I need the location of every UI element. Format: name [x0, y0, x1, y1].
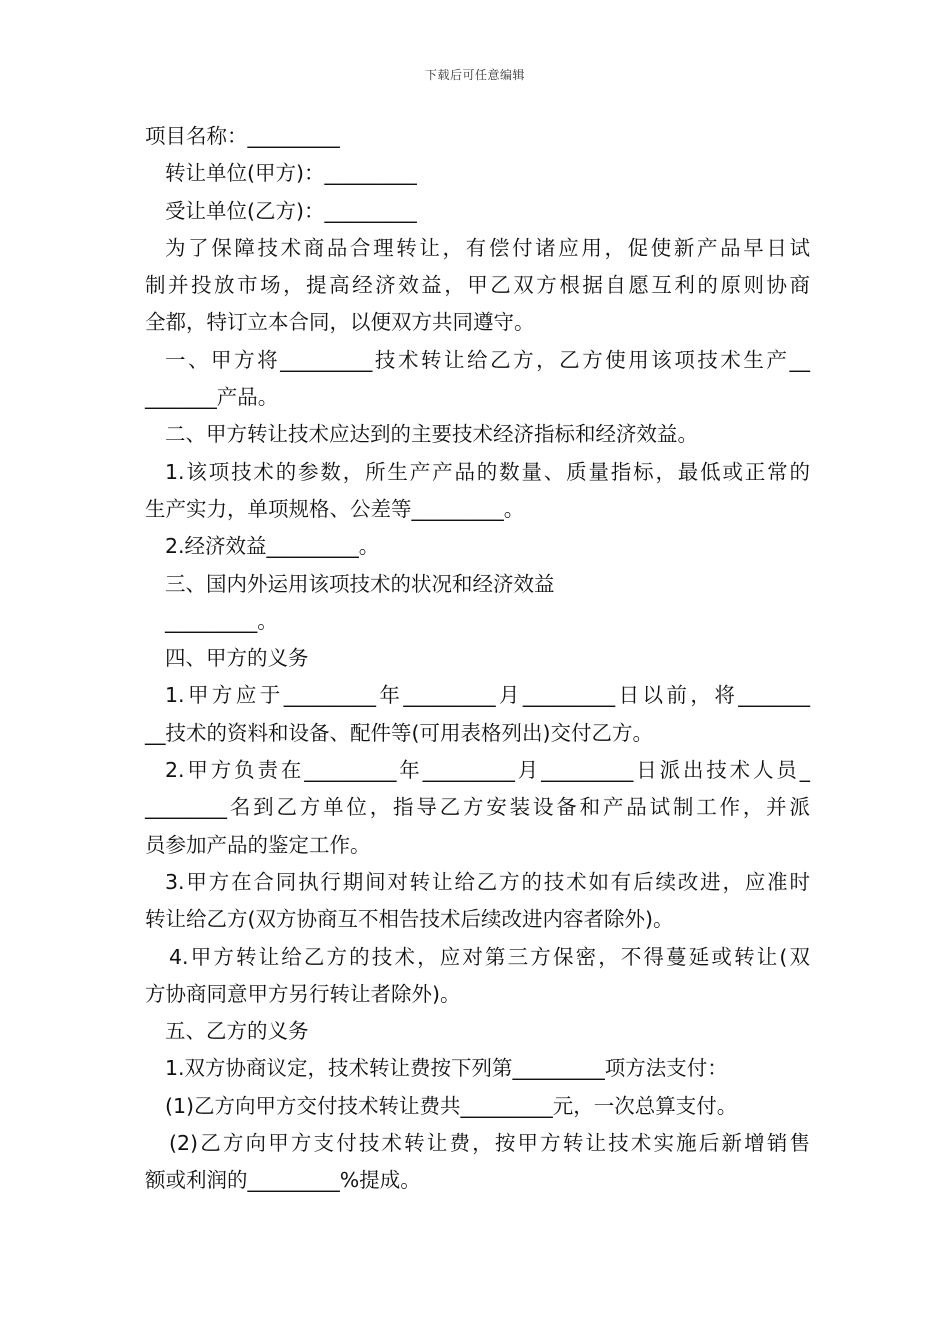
- clause-5-item-1: 1.双方协商议定，技术转让费按下列第_________项方法支付：: [165, 1056, 728, 1081]
- clause-5-heading: 五、乙方的义务: [165, 1019, 309, 1044]
- transferee-line: 受让单位(乙方)：_________: [165, 198, 417, 223]
- clause-3-heading: 三、国内外运用该项技术的状况和经济效益: [165, 571, 555, 596]
- clause-4-item-4-line-1: 4.甲方转让给乙方的技术，应对第三方保密，不得蔓延或转让(双: [169, 944, 810, 969]
- clause-2-item-2: 2.经济效益_________。: [165, 534, 380, 559]
- clause-4-item-3-line-2: 转让给乙方(双方协商互不相告技术后续改进内容者除外)。: [145, 907, 674, 932]
- preamble-line-2: 制并投放市场，提高经济效益，甲乙双方根据自愿互利的原则协商: [145, 273, 810, 298]
- clause-5-option-2-line-2: 额或利润的_________%提成。: [145, 1168, 421, 1193]
- clause-4-item-4-line-2: 方协商同意甲方另行转让者除外)。: [145, 981, 461, 1006]
- clause-4-item-2-line-1: 2.甲方负责在_________年_________月_________日派出技术人员_: [165, 758, 810, 783]
- clause-1-line-2: _______产品。: [145, 385, 279, 410]
- project-name-line: 项目名称：_________: [145, 124, 340, 148]
- transferor-line: 转让单位(甲方)：_________: [165, 161, 417, 186]
- clause-4-heading: 四、甲方的义务: [165, 646, 309, 671]
- clause-4-item-3-line-1: 3.甲方在合同执行期间对转让给乙方的技术如有后续改进，应准时: [165, 869, 810, 894]
- clause-4-item-1-line-1: 1.甲方应于_________年_________月_________日以前，将_______: [165, 683, 810, 708]
- clause-3-blank: _________。: [165, 608, 278, 633]
- contract-body: [145, 118, 810, 1200]
- clause-1-line-1: 一、甲方将_________技术转让给乙方，乙方使用该项技术生产__: [165, 347, 810, 372]
- clause-4-item-1-line-2: __技术的资料和设备、配件等(可用表格列出)交付乙方。: [145, 720, 653, 745]
- clause-2-item-1-line-1: 1.该项技术的参数，所生产产品的数量、质量指标，最低或正常的: [165, 459, 810, 484]
- clause-5-option-2-line-1: (2)乙方向甲方支付技术转让费，按甲方转让技术实施后新增销售: [169, 1131, 810, 1156]
- clause-4-item-2-line-2: ________名到乙方单位，指导乙方安装设备和产品试制工作，并派: [145, 795, 810, 820]
- page-header: 下载后可任意编辑: [424, 68, 525, 82]
- clause-4-item-2-line-3: 员参加产品的鉴定工作。: [145, 832, 371, 857]
- clause-5-option-1: (1)乙方向甲方交付技术转让费共_________元，一次总算支付。: [165, 1093, 738, 1118]
- preamble-line-1: 为了保障技术商品合理转让，有偿付诸应用，促使新产品早日试: [165, 235, 810, 260]
- preamble-line-3: 全都，特订立本合同，以便双方共同遵守。: [145, 310, 535, 335]
- clause-2-heading: 二、甲方转让技术应达到的主要技术经济指标和经济效益。: [165, 422, 698, 447]
- clause-2-item-1-line-2: 生产实力，单项规格、公差等_________。: [145, 496, 525, 521]
